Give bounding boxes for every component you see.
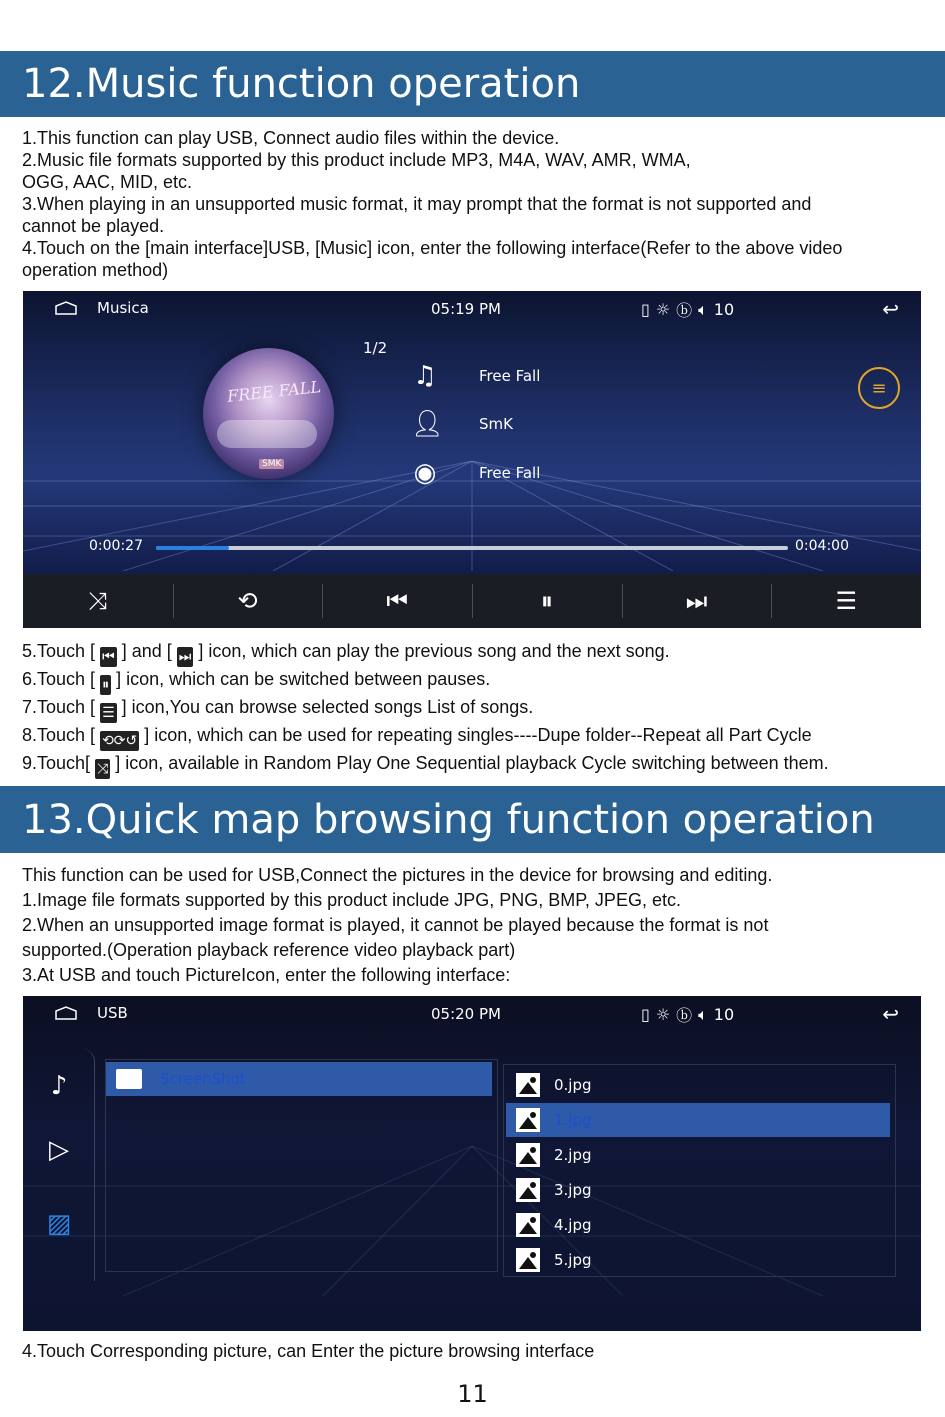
instruction-text: ] icon, which can play the previous song and the next song. xyxy=(198,641,670,661)
song-title: Free Fall xyxy=(479,367,541,385)
file-item[interactable] xyxy=(506,1243,890,1277)
playback-controls xyxy=(23,574,921,628)
instruction-line-6 xyxy=(22,667,927,695)
picture-browser-screenshot xyxy=(23,996,921,1331)
instruction-text: 7.Touch [ xyxy=(22,697,96,717)
instruction-text: ] and [ xyxy=(121,641,172,661)
music-instructions xyxy=(22,639,927,779)
pause-icon: ⏸︎ xyxy=(102,677,110,693)
repeat-modes-icon: ⟲⟳↺ xyxy=(102,733,138,749)
status-bar xyxy=(23,996,921,1032)
intro-line: 3.When playing in an unsupported music format, it may prompt that the format is not supported and xyxy=(22,194,812,214)
status-icons xyxy=(641,298,734,321)
instruction-text: ] icon, which can be switched between pauses. xyxy=(116,669,491,689)
album-row xyxy=(411,458,540,488)
next-icon: ⏭︎ xyxy=(685,587,708,615)
equalizer-button[interactable] xyxy=(858,367,900,409)
file-item[interactable] xyxy=(506,1173,890,1207)
elapsed-time: 0:00:27 xyxy=(89,538,143,554)
total-time: 0:04:00 xyxy=(795,538,849,554)
clock: 05:20 PM xyxy=(431,1005,501,1023)
back-icon[interactable]: ↩ xyxy=(882,1002,899,1026)
next-button[interactable] xyxy=(622,574,772,628)
instruction-text: ] icon, available in Random Play One Sequential playback Cycle switching between them. xyxy=(115,753,829,773)
folder-name: ScreenShot xyxy=(160,1070,246,1088)
album-art-text: FREE FALL xyxy=(226,377,322,406)
progress-fill xyxy=(156,546,229,550)
folder-list xyxy=(105,1059,498,1272)
album-art-badge: SMK xyxy=(259,459,284,469)
pause-button[interactable] xyxy=(472,574,622,628)
album-art xyxy=(203,348,334,479)
intro-line: cannot be played. xyxy=(22,216,165,236)
pause-icon: ⏸︎ xyxy=(540,587,553,615)
status-icons xyxy=(641,1003,734,1026)
artist-name: SmK xyxy=(479,415,513,433)
video-tab-icon[interactable]: ▷ xyxy=(49,1135,69,1165)
playlist-icon: ☰ xyxy=(835,587,857,615)
folder-item[interactable] xyxy=(106,1062,492,1096)
brightness-icon[interactable]: ☼ xyxy=(655,1005,671,1024)
image-file-icon xyxy=(516,1213,540,1237)
song-title-row xyxy=(411,361,540,391)
track-count: 1/2 xyxy=(363,339,388,357)
intro-line: OGG, AAC, MID, etc. xyxy=(22,172,193,192)
intro-line: 2.When an unsupported image format is played, it cannot be played because the format is not xyxy=(22,915,769,935)
image-file-icon xyxy=(516,1143,540,1167)
intro-line: operation method) xyxy=(22,260,169,280)
instruction-text: 5.Touch [ xyxy=(22,641,96,661)
equalizer-icon: ≡ xyxy=(871,377,887,399)
file-name: 4.jpg xyxy=(554,1216,592,1234)
previous-button[interactable] xyxy=(322,574,472,628)
footer-line: 4.Touch Corresponding picture, can Enter the picture browsing interface xyxy=(22,1341,595,1361)
image-file-icon xyxy=(516,1108,540,1132)
image-file-icon xyxy=(516,1178,540,1202)
section-13-intro xyxy=(22,863,927,988)
home-icon[interactable] xyxy=(55,301,77,315)
intro-line: This function can be used for USB,Connect the pictures in the device for browsing and editing. xyxy=(22,865,773,885)
bluetooth-icon[interactable]: ⓑ xyxy=(676,1006,693,1025)
playlist-button[interactable] xyxy=(771,574,921,628)
intro-line: 1.This function can play USB, Connect audio files within the device. xyxy=(22,128,560,148)
instruction-line-9 xyxy=(22,751,927,779)
volume-icon[interactable]: 🔈︎ xyxy=(698,1004,708,1024)
usb-icon: ▯ xyxy=(641,300,650,319)
file-item[interactable] xyxy=(506,1068,890,1102)
instruction-text: 8.Touch [ xyxy=(22,725,96,745)
instruction-line-8 xyxy=(22,723,927,751)
intro-line: 4.Touch on the [main interface]USB, [Music] icon, enter the following interface(Refer to the above video xyxy=(22,238,843,258)
disc-icon: ◉ xyxy=(413,458,437,488)
instruction-line-5 xyxy=(22,639,927,667)
home-icon[interactable] xyxy=(55,1006,77,1020)
volume-level: 10 xyxy=(713,1005,735,1024)
section-13-footer xyxy=(22,1340,927,1362)
page-number: 11 xyxy=(457,1380,488,1408)
section-12-intro xyxy=(22,127,927,281)
section-13-title: 13.Quick map browsing function operation xyxy=(0,786,945,853)
repeat-button[interactable] xyxy=(173,574,323,628)
instruction-text: ] icon,You can browse selected songs List of songs. xyxy=(121,697,534,717)
status-bar xyxy=(23,291,921,327)
next-icon: ⏭︎ xyxy=(178,649,192,665)
instruction-text: ] icon, which can be used for repeating singles----Dupe folder--Repeat all Part Cycle xyxy=(144,725,812,745)
shuffle-icon: ⤨ xyxy=(97,761,109,777)
picture-tab-icon[interactable]: ▨ xyxy=(46,1209,72,1239)
file-item[interactable] xyxy=(506,1138,890,1172)
playlist-icon: ☰ xyxy=(102,705,115,721)
previous-icon: ⏮︎ xyxy=(102,649,115,665)
instruction-line-7 xyxy=(22,695,927,723)
album-name: Free Fall xyxy=(479,464,541,482)
intro-line: 2.Music file formats supported by this product include MP3, M4A, WAV, AMR, WMA, xyxy=(22,150,691,170)
section-12-title: 12.Music function operation xyxy=(0,51,945,117)
folder-icon xyxy=(116,1069,142,1089)
album-art-cloud xyxy=(217,420,317,448)
music-tab-icon[interactable]: ♪ xyxy=(50,1071,68,1101)
file-name: 3.jpg xyxy=(554,1181,592,1199)
back-icon[interactable]: ↩ xyxy=(882,297,899,321)
image-file-icon xyxy=(516,1248,540,1272)
bluetooth-icon[interactable]: ⓑ xyxy=(676,301,693,320)
instruction-text: 9.Touch[ xyxy=(22,753,91,773)
media-type-tabs xyxy=(23,1048,95,1281)
file-name: 1.jpg xyxy=(554,1111,592,1129)
music-player-screenshot xyxy=(23,291,921,628)
intro-line: 1.Image file formats supported by this product include JPG, PNG, BMP, JPEG, etc. xyxy=(22,890,681,910)
progress-bar[interactable] xyxy=(156,546,788,550)
clock: 05:19 PM xyxy=(431,300,501,318)
shuffle-button[interactable] xyxy=(23,574,173,628)
instruction-text: 6.Touch [ xyxy=(22,669,96,689)
app-title: USB xyxy=(97,1004,128,1022)
shuffle-icon: ⤨ xyxy=(88,587,108,615)
file-item-selected[interactable] xyxy=(506,1103,890,1137)
volume-icon[interactable]: 🔈︎ xyxy=(698,299,708,319)
app-title: Musica xyxy=(97,299,149,317)
artist-row xyxy=(411,409,513,439)
volume-level: 10 xyxy=(713,300,735,319)
person-icon: 👤︎ xyxy=(411,409,445,439)
file-name: 2.jpg xyxy=(554,1146,592,1164)
music-note-icon: ♫ xyxy=(413,361,437,391)
intro-line: supported.(Operation playback reference video playback part) xyxy=(22,940,516,960)
brightness-icon[interactable]: ☼ xyxy=(655,300,671,319)
file-list xyxy=(503,1064,896,1277)
file-item[interactable] xyxy=(506,1208,890,1242)
file-name: 0.jpg xyxy=(554,1076,592,1094)
previous-icon: ⏮︎ xyxy=(386,587,408,615)
repeat-icon: ⟲ xyxy=(237,587,258,615)
image-file-icon xyxy=(516,1073,540,1097)
file-name: 5.jpg xyxy=(554,1251,592,1269)
usb-icon: ▯ xyxy=(641,1005,650,1024)
intro-line: 3.At USB and touch PictureIcon, enter the following interface: xyxy=(22,965,511,985)
